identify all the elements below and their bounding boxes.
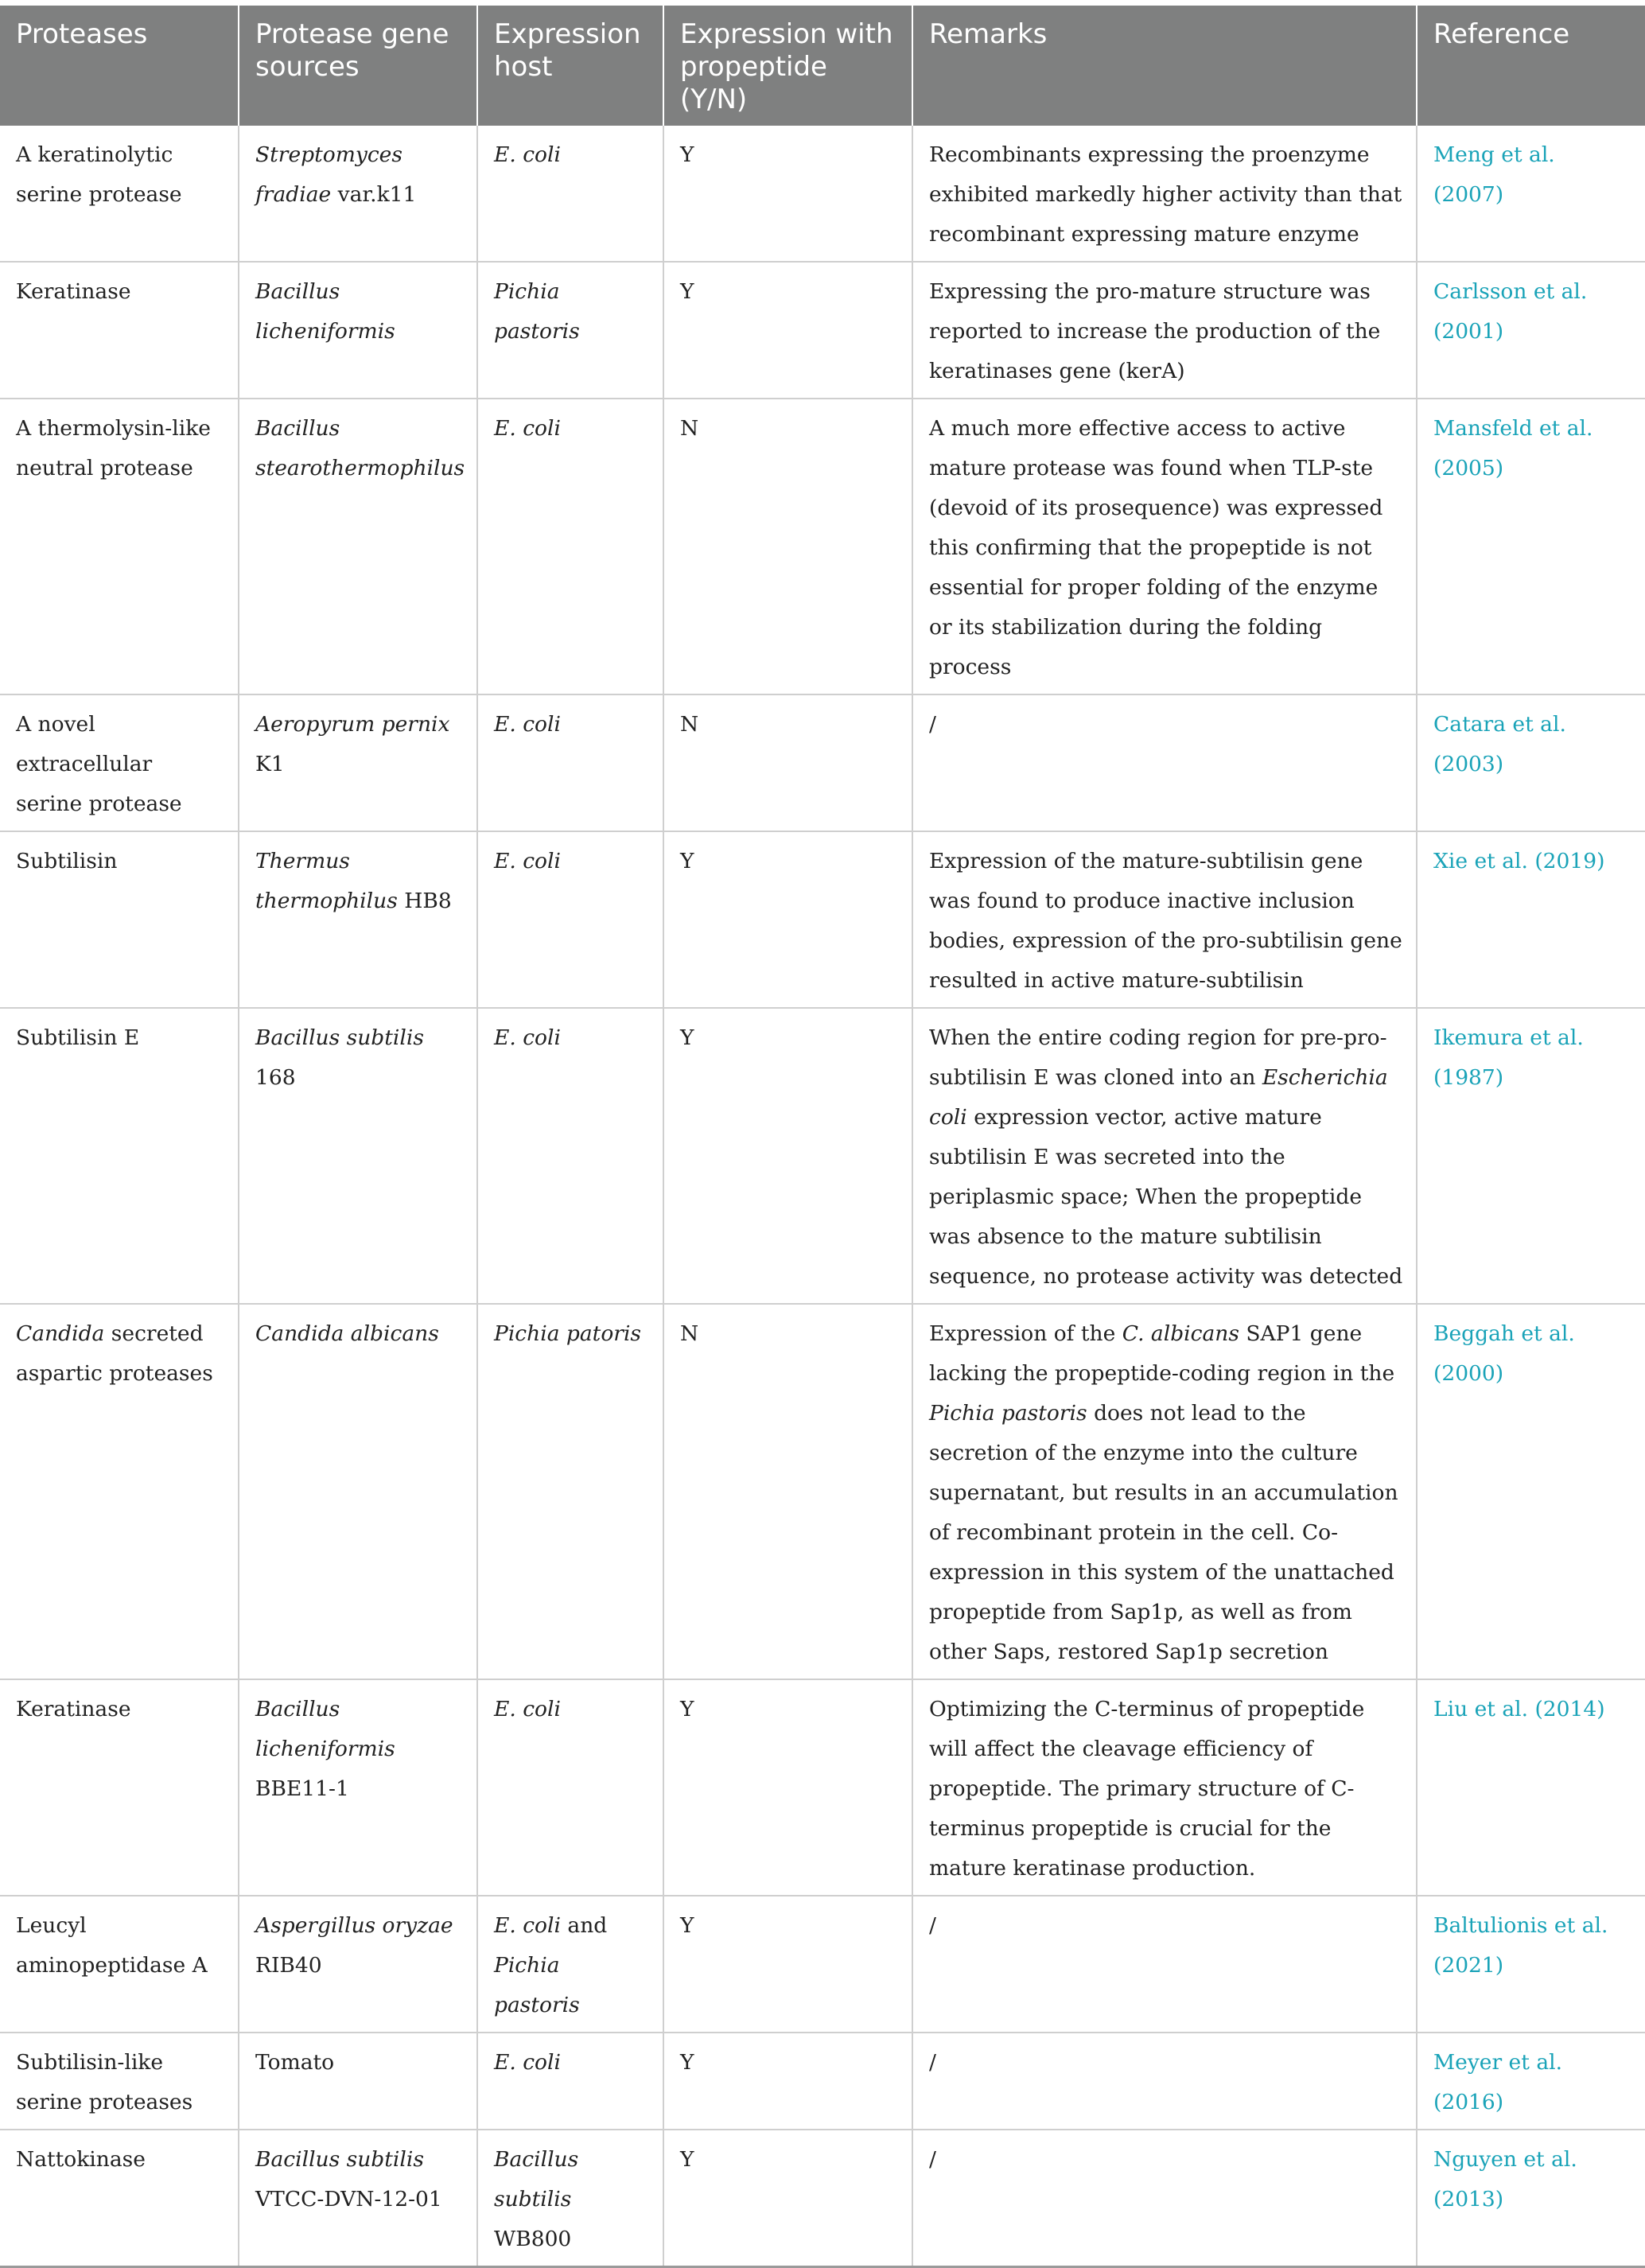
- source-cell: [239, 1896, 477, 2033]
- remarks-text-a: When the entire coding region for pre-pro-subtilisin E was cloned into an: [929, 1025, 1387, 1090]
- reference-cell: [1417, 262, 1645, 399]
- source-organism: Tomato: [255, 2050, 335, 2075]
- propeptide-cell: [663, 262, 912, 399]
- source-organism: Bacillus licheniformis: [255, 1697, 395, 1761]
- reference-cell: [1417, 126, 1645, 262]
- protease-cell: [0, 1008, 239, 1304]
- propeptide-value: N: [680, 416, 699, 441]
- reference-link[interactable]: Mansfeld et al. (2005): [1433, 416, 1593, 480]
- propeptide-value: Y: [680, 849, 694, 873]
- protease-name: Leucyl aminopeptidase A: [16, 1913, 208, 1978]
- source-organism: Aspergillus oryzae: [255, 1913, 453, 1938]
- propeptide-value: N: [680, 712, 699, 737]
- source-organism: Streptomyces fradiae: [255, 142, 402, 207]
- propeptide-cell: [663, 831, 912, 1008]
- header-propeptide: Expression with propeptide (Y/N): [663, 6, 912, 126]
- table-row: [0, 694, 1645, 831]
- table-row: [0, 126, 1645, 262]
- propeptide-cell: [663, 2033, 912, 2130]
- reference-link[interactable]: Liu et al. (2014): [1433, 1697, 1605, 1721]
- reference-cell: [1417, 1304, 1645, 1679]
- table-row: [0, 1008, 1645, 1304]
- reference-link[interactable]: Meng et al. (2007): [1433, 142, 1555, 207]
- remarks-text: Optimizing the C-terminus of propeptide will affect the cleavage efficiency of propeptide. The primary structure of C-terminus propeptide is crucial for the mature keratinase production.: [929, 1697, 1365, 1881]
- reference-cell: [1417, 1008, 1645, 1304]
- reference-cell: [1417, 1679, 1645, 1896]
- source-organism: Bacillus subtilis: [255, 1025, 424, 1050]
- source-cell: [239, 1679, 477, 1896]
- propeptide-value: Y: [680, 279, 694, 304]
- host-organism: E. coli: [494, 712, 561, 737]
- source-cell: [239, 1008, 477, 1304]
- source-strain: K1: [255, 752, 285, 776]
- host-cell: [477, 399, 663, 694]
- host-conjunction: and: [567, 1913, 608, 1938]
- source-organism: Candida albicans: [255, 1321, 439, 1346]
- source-organism: Bacillus stearothermophilus: [255, 416, 465, 480]
- reference-cell: [1417, 1896, 1645, 2033]
- table-row: [0, 1896, 1645, 2033]
- propeptide-value: Y: [680, 2147, 694, 2172]
- host-cell: [477, 1896, 663, 2033]
- remarks-cell: [912, 831, 1417, 1008]
- remarks-cell: [912, 1679, 1417, 1896]
- host-cell: [477, 2130, 663, 2267]
- host-cell: [477, 126, 663, 262]
- protease-cell: [0, 1679, 239, 1896]
- table-row: [0, 262, 1645, 399]
- remarks-text: /: [929, 2147, 936, 2172]
- protease-cell: [0, 1304, 239, 1679]
- protease-cell: [0, 2033, 239, 2130]
- table-row: [0, 1304, 1645, 1679]
- propeptide-cell: [663, 1304, 912, 1679]
- table-row: [0, 831, 1645, 1008]
- host-cell: [477, 1679, 663, 1896]
- remarks-cell: [912, 1008, 1417, 1304]
- source-organism: Bacillus licheniformis: [255, 279, 395, 344]
- source-organism: Aeropyrum pernix: [255, 712, 450, 737]
- source-cell: [239, 1304, 477, 1679]
- reference-cell: [1417, 2130, 1645, 2267]
- protease-cell: [0, 694, 239, 831]
- remarks-cell: [912, 126, 1417, 262]
- propeptide-cell: [663, 1008, 912, 1304]
- propeptide-cell: [663, 126, 912, 262]
- table-row: [0, 399, 1645, 694]
- remarks-text-c: expression vector, active mature subtilisin E was secreted into the periplasmic space; When the propeptide was absence to the mature subtilisin sequence, no protease activity was detected: [929, 1105, 1403, 1289]
- remarks-text-d: Pichia pastoris: [929, 1401, 1087, 1426]
- source-cell: [239, 2130, 477, 2267]
- remarks-cell: [912, 2130, 1417, 2267]
- protease-cell: [0, 399, 239, 694]
- header-expression-host: Expression host: [477, 6, 663, 126]
- remarks-text: /: [929, 1913, 936, 1938]
- host-organism: E. coli: [494, 1913, 561, 1938]
- remarks-text: A much more effective access to active mature protease was found when TLP-ste (devoid of its prosequence) was expressed this confirming that the propeptide is not essential for proper folding of the enzyme or its stabilization during the folding process: [929, 416, 1383, 679]
- protease-name: Subtilisin: [16, 849, 118, 873]
- reference-link[interactable]: Ikemura et al. (1987): [1433, 1025, 1584, 1090]
- protease-cell: [0, 126, 239, 262]
- protease-name: Nattokinase: [16, 2147, 146, 2172]
- reference-cell: [1417, 399, 1645, 694]
- remarks-text: Recombinants expressing the proenzyme exhibited markedly higher activity than that recombinant expressing mature enzyme: [929, 142, 1402, 247]
- protease-name: A keratinolytic serine protease: [16, 142, 182, 207]
- header-remarks: Remarks: [912, 6, 1417, 126]
- propeptide-cell: [663, 399, 912, 694]
- remarks-text-e: does not lead to the secretion of the enzyme into the culture supernatant, but results in an accumulation of recombinant protein in the cell. Co-expression in this system of the unattached propeptide from Sap1p, as well as from other Saps, restored Sap1p secretion: [929, 1401, 1398, 1664]
- source-cell: [239, 126, 477, 262]
- host-cell: [477, 831, 663, 1008]
- source-cell: [239, 694, 477, 831]
- host-organism: E. coli: [494, 142, 561, 167]
- table-row: [0, 1679, 1645, 1896]
- reference-cell: [1417, 831, 1645, 1008]
- propeptide-cell: [663, 694, 912, 831]
- protease-name: Keratinase: [16, 279, 131, 304]
- reference-link[interactable]: Catara et al. (2003): [1433, 712, 1566, 776]
- host-cell: [477, 694, 663, 831]
- reference-link[interactable]: Beggah et al. (2000): [1433, 1321, 1575, 1386]
- source-organism: Thermus thermophilus: [255, 849, 398, 913]
- header-proteases: Proteases: [0, 6, 239, 126]
- protease-name-rest: secreted aspartic proteases: [16, 1321, 213, 1386]
- remarks-text-c: SAP1 gene lacking the propeptide-coding region in the: [929, 1321, 1395, 1386]
- remarks-text: /: [929, 712, 936, 737]
- protease-cell: [0, 831, 239, 1008]
- protease-table: [0, 6, 1645, 2268]
- host-cell: [477, 2033, 663, 2130]
- host-cell: [477, 1304, 663, 1679]
- source-cell: [239, 262, 477, 399]
- table-header: [0, 6, 1645, 126]
- host-organism: Bacillus subtilis: [494, 2147, 579, 2212]
- propeptide-value: Y: [680, 1697, 694, 1721]
- header-gene-sources: Protease gene sources: [239, 6, 477, 126]
- host-cell: [477, 1008, 663, 1304]
- protease-name: Keratinase: [16, 1697, 131, 1721]
- table-row: [0, 2033, 1645, 2130]
- remarks-cell: [912, 1304, 1417, 1679]
- source-strain: VTCC-DVN-12-01: [255, 2187, 442, 2212]
- reference-link[interactable]: Nguyen et al. (2013): [1433, 2147, 1577, 2212]
- remarks-cell: [912, 694, 1417, 831]
- remarks-cell: [912, 262, 1417, 399]
- host-organism-2: Pichia pastoris: [494, 1953, 580, 2017]
- remarks-cell: [912, 2033, 1417, 2130]
- propeptide-value: Y: [680, 1025, 694, 1050]
- protease-name: A thermolysin-like neutral protease: [16, 416, 211, 480]
- propeptide-value: Y: [680, 2050, 694, 2075]
- protease-name-genus: Candida: [16, 1321, 105, 1346]
- table-body: [0, 126, 1645, 2267]
- host-organism: E. coli: [494, 416, 561, 441]
- host-organism: E. coli: [494, 2050, 561, 2075]
- reference-link[interactable]: Xie et al. (2019): [1433, 849, 1605, 873]
- remarks-text-b: Escherichia coli: [929, 1065, 1388, 1130]
- host-organism: Pichia pastoris: [494, 279, 580, 344]
- source-cell: [239, 399, 477, 694]
- protease-name: Subtilisin E: [16, 1025, 140, 1050]
- table-row: [0, 2130, 1645, 2267]
- reference-link[interactable]: Meyer et al. (2016): [1433, 2050, 1563, 2114]
- source-strain: BBE11-1: [255, 1776, 349, 1801]
- source-strain: RIB40: [255, 1953, 322, 1978]
- remarks-text: Expressing the pro-mature structure was reported to increase the production of the keratinases gene (kerA): [929, 279, 1381, 383]
- protease-cell: [0, 2130, 239, 2267]
- remarks-cell: [912, 399, 1417, 694]
- host-organism: Pichia patoris: [494, 1321, 642, 1346]
- reference-link[interactable]: Baltulionis et al. (2021): [1433, 1913, 1608, 1978]
- host-organism: E. coli: [494, 1697, 561, 1721]
- host-organism: E. coli: [494, 849, 561, 873]
- source-cell: [239, 831, 477, 1008]
- source-cell: [239, 2033, 477, 2130]
- propeptide-value: Y: [680, 1913, 694, 1938]
- source-strain: HB8: [404, 889, 452, 913]
- propeptide-cell: [663, 2130, 912, 2267]
- header-row: [0, 6, 1645, 126]
- remarks-cell: [912, 1896, 1417, 2033]
- protease-name: A novel extracellular serine protease: [16, 712, 182, 816]
- propeptide-value: N: [680, 1321, 699, 1346]
- source-strain: var.k11: [337, 182, 417, 207]
- protease-cell: [0, 262, 239, 399]
- reference-cell: [1417, 2033, 1645, 2130]
- remarks-text: Expression of the mature-subtilisin gene was found to produce inactive inclusion bodies, expression of the pro-subtilisin gene resulted in active mature-subtilisin: [929, 849, 1402, 993]
- protease-name: Subtilisin-like serine proteases: [16, 2050, 193, 2114]
- host-organism: E. coli: [494, 1025, 561, 1050]
- reference-link[interactable]: Carlsson et al. (2001): [1433, 279, 1588, 344]
- remarks-text-b: C. albicans: [1122, 1321, 1239, 1346]
- source-strain: 168: [255, 1065, 296, 1090]
- propeptide-cell: [663, 1896, 912, 2033]
- host-strain: WB800: [494, 2227, 572, 2251]
- header-reference: Reference: [1417, 6, 1645, 126]
- remarks-text-a: Expression of the: [929, 1321, 1116, 1346]
- propeptide-value: Y: [680, 142, 694, 167]
- reference-cell: [1417, 694, 1645, 831]
- host-cell: [477, 262, 663, 399]
- source-organism: Bacillus subtilis: [255, 2147, 424, 2172]
- remarks-text: /: [929, 2050, 936, 2075]
- protease-cell: [0, 1896, 239, 2033]
- propeptide-cell: [663, 1679, 912, 1896]
